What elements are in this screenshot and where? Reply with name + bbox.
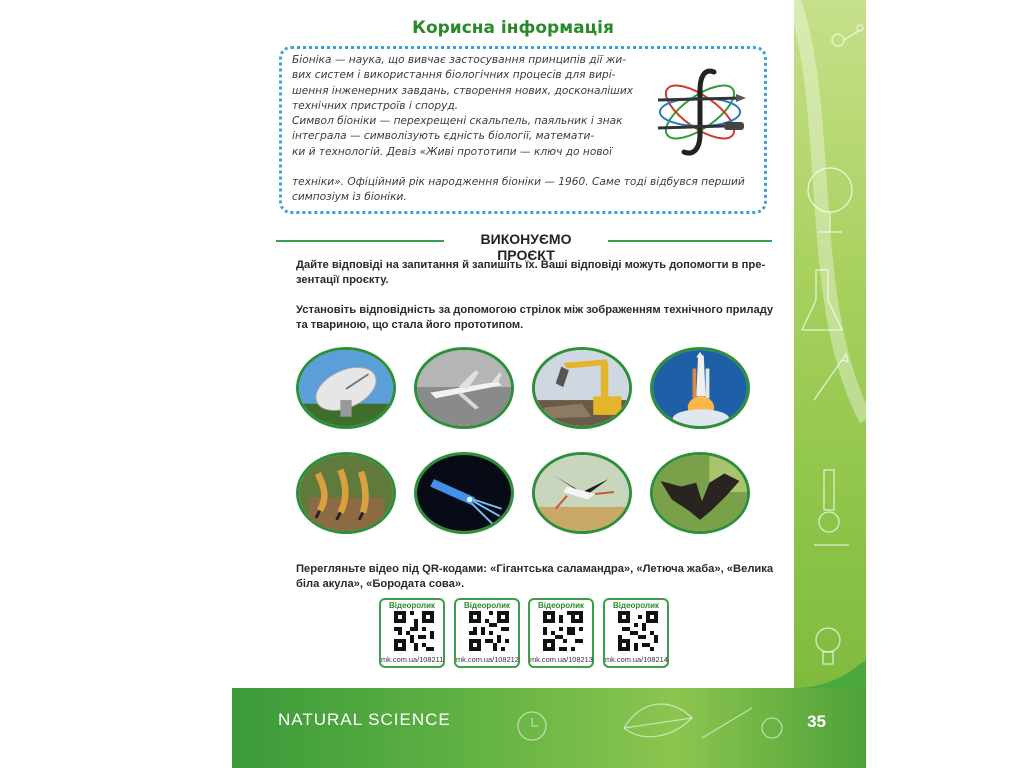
excavator-claw-icon: [535, 350, 629, 426]
stork-icon: [535, 455, 629, 531]
bionics-symbol-icon: [652, 64, 748, 160]
footer-subject-label: NATURAL SCIENCE: [278, 710, 451, 729]
science-doodles-icon: [794, 0, 866, 768]
qr-video-card[interactable]: [379, 598, 445, 668]
info-line: симпозіум із біоніки.: [292, 191, 407, 204]
airplane-icon: [417, 350, 511, 426]
page-number: 35: [807, 712, 826, 731]
bird-claws-icon: [299, 455, 393, 531]
qr-video-title: Відеоролик: [538, 601, 584, 610]
info-paragraph-end: [292, 175, 762, 206]
photo-airplane: [414, 347, 514, 429]
task-match-arrows: Установіть відповідність за допомогою стрілок між зображенням технічного приладу та твариною, що стала його прототипом.: [296, 304, 774, 331]
qr-video-link[interactable]: mk.com.ua/108214: [605, 655, 668, 664]
qr-video-card[interactable]: [528, 598, 594, 668]
page-footer: [232, 688, 866, 768]
section-rule-left: [276, 240, 444, 242]
qr-video-link[interactable]: mk.com.ua/108212: [456, 655, 519, 664]
qr-video-title: Відеоролик: [389, 601, 435, 610]
qr-video-title: Відеоролик: [464, 601, 510, 610]
info-line: Біоніка — наука, що вивчає застосування принципів дії жи-: [292, 54, 627, 66]
qr-code-icon[interactable]: [469, 611, 509, 651]
radar-dish-icon: [299, 350, 393, 426]
bat-icon: [653, 455, 747, 531]
task-answer-questions: Дайте відповіді на запитання й запишіть їх. Ваші відповіді можуть допомогти в пре-зентації проєкту.: [296, 259, 766, 286]
photo-bird-claws: [296, 452, 396, 534]
info-line: ки й технологій. Девіз «Живі прототипи — ключ до нової: [292, 145, 612, 158]
qr-video-link[interactable]: mk.com.ua/108213: [530, 655, 593, 664]
qr-video-card[interactable]: [454, 598, 520, 668]
task-watch-videos: Перегляньте відео під QR-кодами: «Гігантська саламандра», «Летюча жаба», «Велика біла акула», «Бородата сова».: [296, 563, 774, 590]
info-title: Корисна інформація: [412, 18, 614, 38]
info-line: шення інженерних завдань, створення нових, досконаліших: [292, 84, 634, 97]
side-decoration-band: [794, 0, 866, 768]
photo-squid: [414, 452, 514, 534]
photo-radar-dish: [296, 347, 396, 429]
info-line: Символ біоніки — перехрещені скальпель, паяльник і знак: [292, 115, 623, 128]
info-line: вих систем і використання біологічних процесів для вирі-: [292, 69, 616, 82]
qr-code-icon[interactable]: [618, 611, 658, 651]
photo-excavator-claw: [532, 347, 632, 429]
section-title: ВИКОНУЄМО ПРОЄКТ: [480, 231, 572, 263]
section-rule-right: [608, 240, 772, 242]
qr-video-title: Відеоролик: [613, 601, 659, 610]
photo-bat: [650, 452, 750, 534]
info-line: технічних пристроїв і споруд.: [292, 99, 459, 112]
qr-video-card[interactable]: [603, 598, 669, 668]
photo-flying-stork: [532, 452, 632, 534]
squid-icon: [417, 455, 511, 531]
space-shuttle-icon: [653, 350, 747, 426]
info-paragraph: [292, 53, 642, 160]
qr-video-link[interactable]: mk.com.ua/108211: [381, 655, 444, 664]
info-line: інтеграла — символізують єдність біології, математи-: [292, 130, 595, 143]
info-line: техніки». Офіційний рік народження біоніки — 1960. Саме тоді відбувся перший: [292, 176, 745, 188]
qr-code-icon[interactable]: [543, 611, 583, 651]
qr-code-icon[interactable]: [394, 611, 434, 651]
photo-space-shuttle: [650, 347, 750, 429]
